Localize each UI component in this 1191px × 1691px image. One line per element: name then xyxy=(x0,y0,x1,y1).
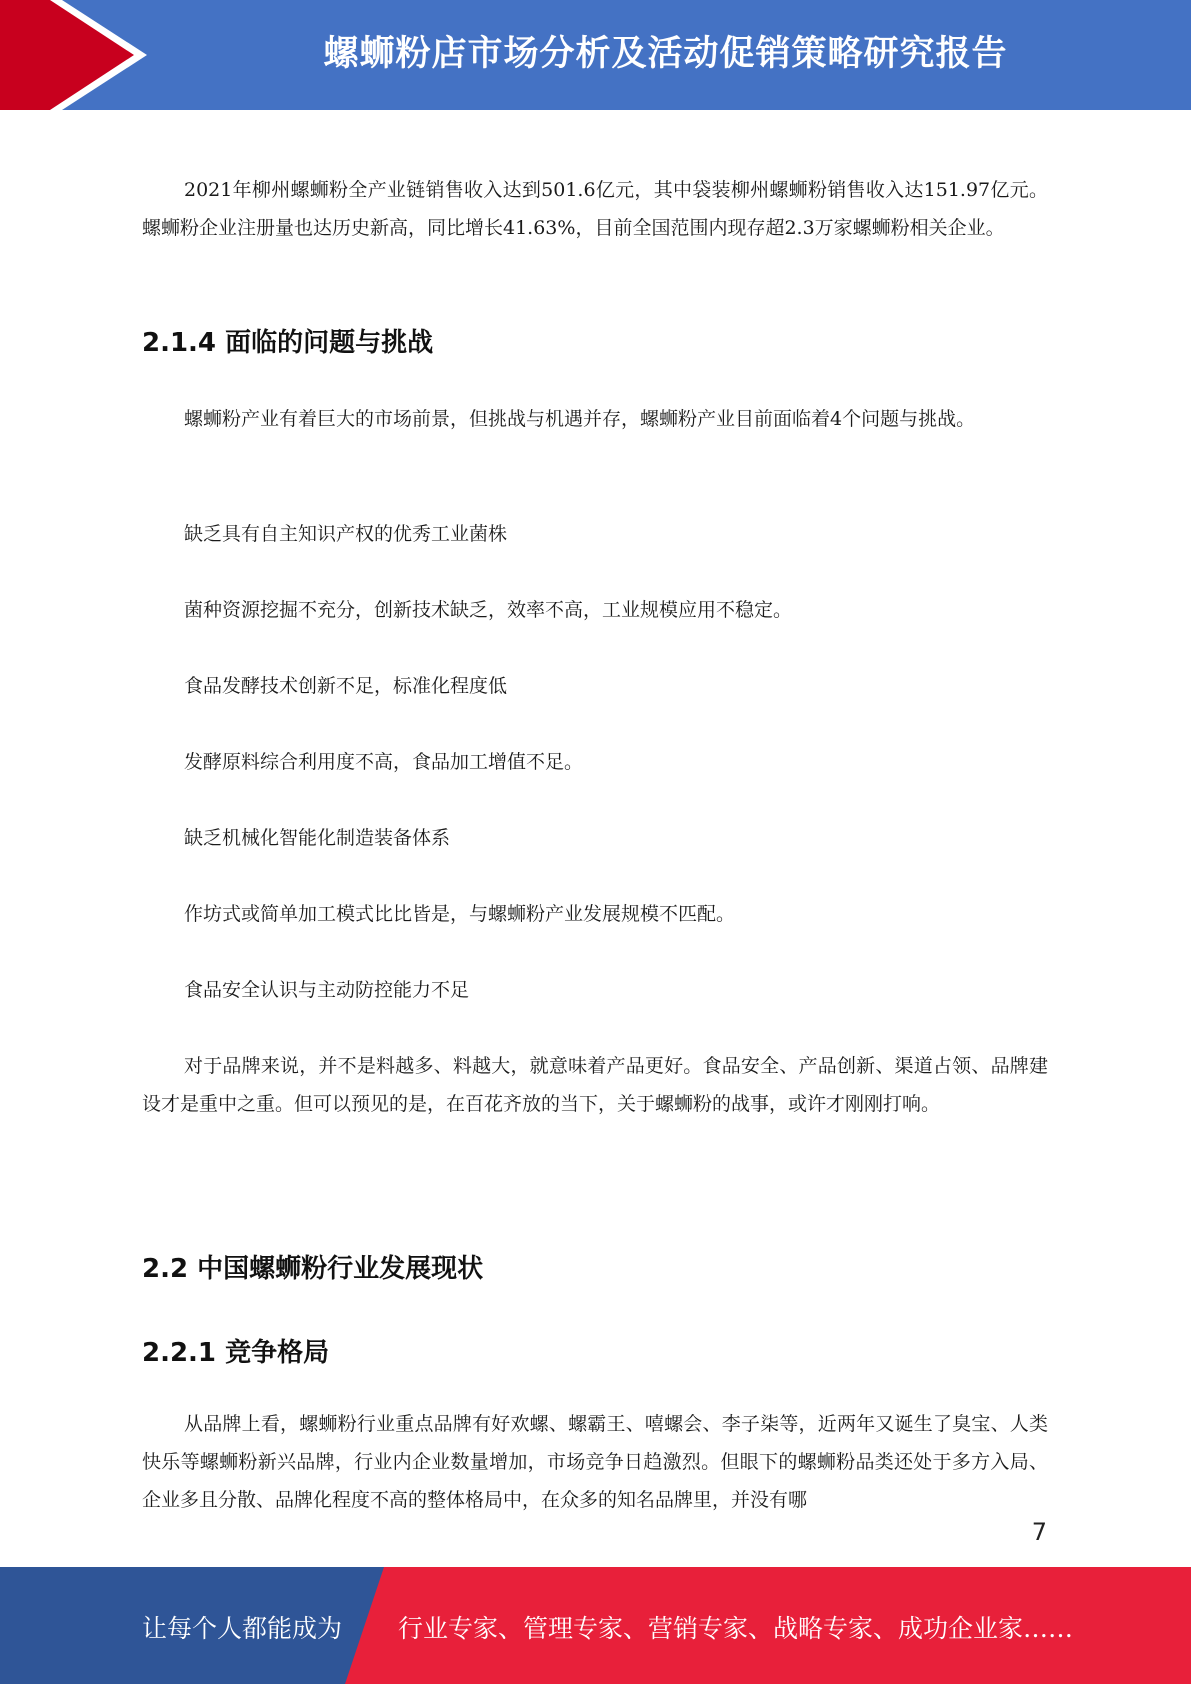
section-intro-paragraph: 螺蛳粉产业有着巨大的市场前景，但挑战与机遇并存，螺蛳粉产业目前面临着4个问题与挑战。 xyxy=(184,408,976,430)
section-heading-2-1-4: 2.1.4 面临的问题与挑战 xyxy=(142,328,434,358)
conclusion-paragraph: 对于品牌来说，并不是料越多、料越大，就意味着产品更好。食品安全、产品创新、渠道占领、品牌建设才是重中之重。但可以预见的是，在百花齐放的当下，关于螺蛳粉的战事，或许才刚刚打响。 xyxy=(142,1055,1048,1115)
list-item: 缺乏机械化智能化制造装备体系 xyxy=(184,827,451,849)
section-heading-2-2-1: 2.2.1 竞争格局 xyxy=(142,1338,330,1368)
list-item: 食品发酵技术创新不足，标准化程度低 xyxy=(184,675,508,697)
list-item: 作坊式或简单加工模式比比皆是，与螺蛳粉产业发展规模不匹配。 xyxy=(184,903,736,925)
footer-slogan-right: 行业专家、管理专家、营销专家、战略专家、成功企业家…… xyxy=(398,1614,1074,1643)
page-footer xyxy=(0,1567,1191,1684)
intro-paragraph: 2021年柳州螺蛳粉全产业链销售收入达到501.6亿元，其中袋装柳州螺蛳粉销售收入达151.97亿元。螺蛳粉企业注册量也达历史新高，同比增长41.63%，目前全国范围内现存超2.3万家螺蛳粉相关企业。 xyxy=(142,179,1048,239)
page-header xyxy=(0,0,1191,110)
list-item: 缺乏具有自主知识产权的优秀工业菌株 xyxy=(184,523,508,545)
competition-paragraph: 从品牌上看，螺蛳粉行业重点品牌有好欢螺、螺霸王、嘻螺会、李子柒等，近两年又诞生了臭宝、人类快乐等螺蛳粉新兴品牌，行业内企业数量增加，市场竞争日趋激烈。但眼下的螺蛳粉品类还处于多方入局、企业多且分散、品牌化程度不高的整体格局中，在众多的知名品牌里，并没有哪 xyxy=(142,1413,1048,1511)
list-item: 菌种资源挖掘不充分，创新技术缺乏，效率不高，工业规模应用不稳定。 xyxy=(184,599,793,621)
page-number: 7 xyxy=(1031,1518,1047,1546)
section-heading-2-2: 2.2 中国螺蛳粉行业发展现状 xyxy=(142,1254,484,1284)
footer-slogan-left: 让每个人都能成为 xyxy=(142,1614,343,1643)
list-item: 食品安全认识与主动防控能力不足 xyxy=(184,979,470,1001)
report-title: 螺蛳粉店市场分析及活动促销策略研究报告 xyxy=(323,34,1008,74)
list-item: 发酵原料综合利用度不高，食品加工增值不足。 xyxy=(184,751,584,773)
